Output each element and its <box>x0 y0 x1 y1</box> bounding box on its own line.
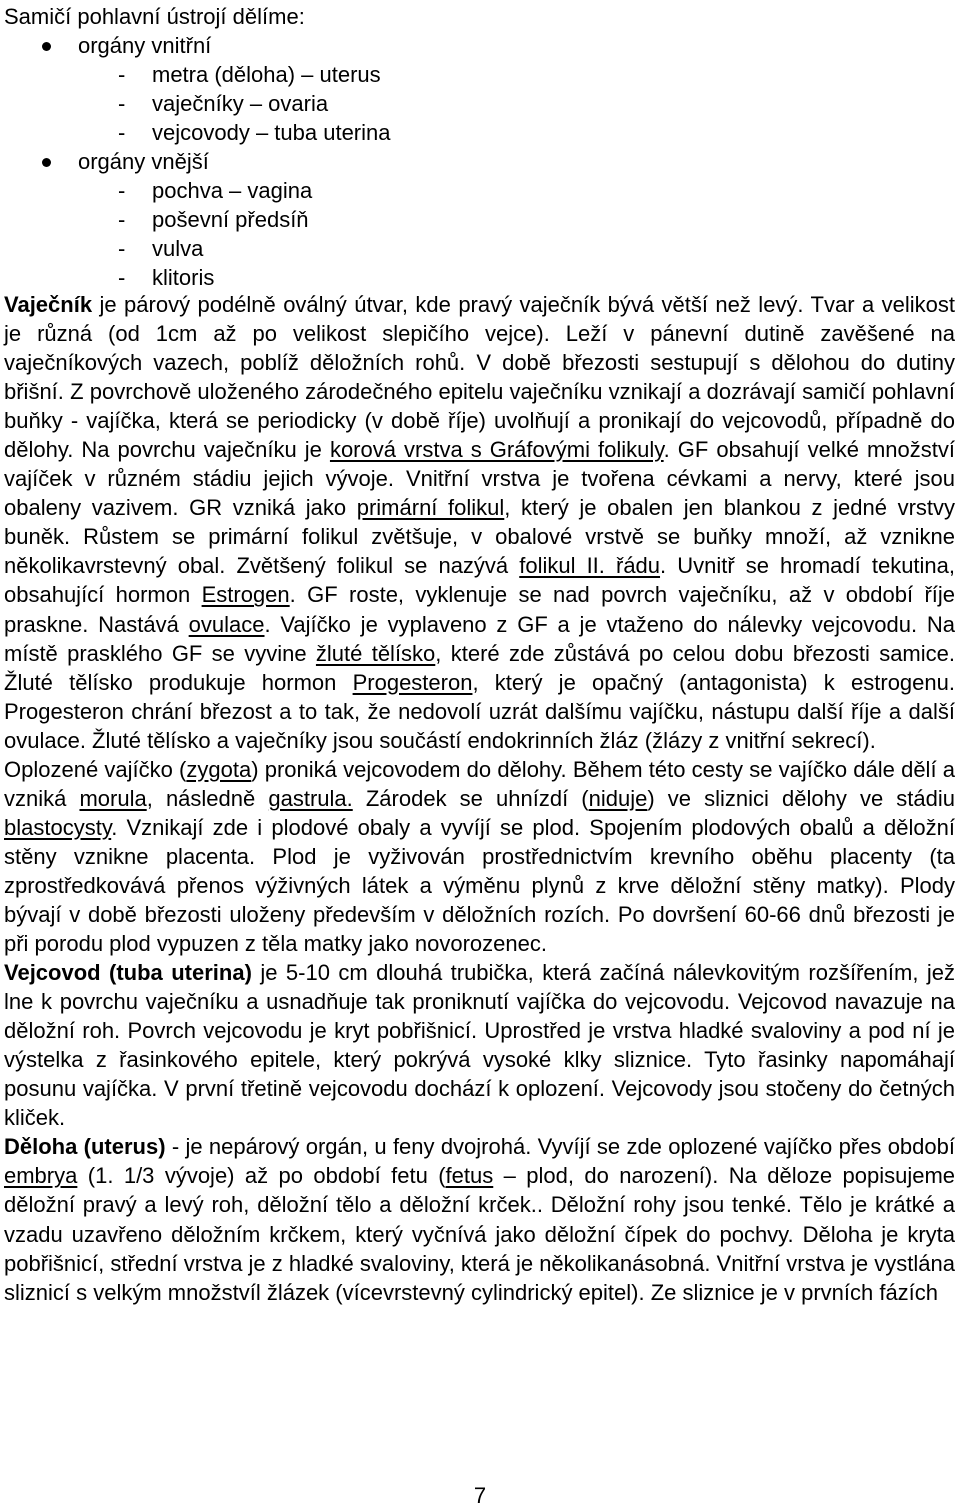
outline-item-label: vejcovody – tuba uterina <box>152 120 391 145</box>
organ-outline <box>4 31 934 292</box>
outline-group-label: orgány vnější <box>78 149 209 174</box>
text-run: – plod, do narození). Na děloze popisujeme děložní pravý a levý roh, děložní tělo a děložní krček.. Děložní rohy jsou tenké. Tělo je krátké a vzadu uzavřeno děložním krčkem, který vyčnívá jako děložní čípek do pochvy. Děloha je kryta pobřišnicí, střední vrstva je z hladké svaloviny, která je několikanásobná. Vnitřní vrstva je vystlána sliznicí s velkým množstvíl žlázek (vícevrstevný cylindrický epitel). Ze sliznice je v prvních fázích <box>4 1163 956 1305</box>
outline-item <box>4 89 934 118</box>
outline-item <box>4 176 934 205</box>
bold-term: Děloha (uterus) <box>4 1134 166 1160</box>
underlined-term: Progesteron <box>352 669 473 695</box>
outline-item-label: pochva – vagina <box>152 178 313 203</box>
outline-group <box>4 147 934 176</box>
text-run: , které zde zůstává po celou dobu březosti samice. Žluté tělísko produkuje hormon <box>4 640 955 695</box>
text-run: . GF obsahují velké množství vajíček v různém stádiu jejich vývoje. Vnitřní vrstva je tvořena cévkami a nervy, které jsou obaleny vazivem. GR vzniká jako <box>4 437 955 521</box>
heading: Samičí pohlavní ústrojí dělíme: <box>4 4 305 29</box>
underlined-term: fetus <box>445 1163 494 1189</box>
outline-item <box>4 205 934 234</box>
text-run: ) ve sliznici dělohy ve stádiu <box>647 785 955 811</box>
body-text <box>4 290 955 1307</box>
text-run: , který je obalen jen blankou z jedné vrstvy buněk. Růstem se primární folikul zvětšuje, v obalové vrstvě se buňky množí, až vznikne několikavrstevný obal. Zvětšený folikul se nazývá <box>4 495 956 579</box>
text-run: . Uvnitř se hromadí tekutina, obsahující hormon <box>4 553 956 608</box>
text-run: - je nepárový orgán, u feny dvojrohá. Vyvíjí se zde oplozené vajíčko přes období <box>165 1134 955 1160</box>
underlined-term: žluté tělísko <box>315 640 436 666</box>
underlined-term: primární folikul <box>356 495 505 521</box>
bullet-icon <box>42 42 51 51</box>
underlined-term: folikul II. řádu <box>519 553 661 579</box>
outline-item <box>4 60 934 89</box>
underlined-term: korová vrstva s Gráfovými folikuly <box>329 437 664 463</box>
text-run: ) proniká vejcovodem do dělohy. Během této cesty se vajíčko dále dělí a vzniká <box>4 756 955 811</box>
underlined-term: ovulace <box>188 611 265 637</box>
bullet-icon <box>42 158 51 167</box>
text-run: je párový podélně oválný útvar, kde pravý vaječník bývá větší než levý. Tvar a velikost je různá (od 1cm až po velikost slepičího vejce). Leží v pánevní dutině zavěšené na vaječníkových vazech, poblíž děložních rohů. V době březosti sestupují s dělohou do dutiny břišní. Z povrchově uloženého zárodečného epitelu vaječníku vznikají a dozrávají samičí pohlavní buňky - vajíčka, která se periodicky (v době říje) uvolňují a pronikají do vejcovodů, případně do dělohy. Na povrchu vaječníku je <box>4 292 955 463</box>
underlined-term: embrya <box>4 1163 78 1189</box>
text-run: Oplozené vajíčko ( <box>4 756 187 782</box>
outline-item-label: metra (děloha) – uterus <box>152 62 381 87</box>
underlined-term: Estrogen <box>201 582 290 608</box>
underlined-term: zygota <box>186 756 252 782</box>
page-number: 7 <box>473 1483 487 1508</box>
dash-marker: - <box>118 91 126 116</box>
paragraph <box>4 1132 955 1306</box>
paragraph <box>4 290 955 755</box>
outline-item <box>4 263 934 292</box>
text-run: (1. 1/3 vývoje) až po období fetu ( <box>77 1163 446 1189</box>
outline-group <box>4 31 934 60</box>
dash-marker: - <box>118 236 126 261</box>
dash-marker: - <box>118 265 126 290</box>
paragraph <box>4 958 955 1132</box>
outline-item-label: poševní předsíň <box>152 207 309 232</box>
dash-marker: - <box>118 120 126 145</box>
underlined-term: gastrula. <box>268 785 353 811</box>
dash-marker: - <box>118 178 126 203</box>
bold-term: Vejcovod (tuba uterina) <box>4 960 252 986</box>
underlined-term: blastocysty <box>4 814 112 840</box>
text-run: . Vajíčko je vyplaveno z GF a je vtaženo do nálevky vejcovodu. Na místě prasklého GF se vyvine <box>4 611 955 666</box>
text-run: Zárodek se uhnízdí ( <box>352 785 589 811</box>
dash-marker: - <box>118 207 126 232</box>
bold-term: Vaječník <box>4 292 93 317</box>
outline-item-label: vaječníky – ovaria <box>152 91 329 116</box>
outline-group-label: orgány vnitřní <box>78 33 212 58</box>
text-run: . GF roste, vyklenuje se nad povrch vaječníku, až v období říje praskne. Nastává <box>4 582 956 637</box>
underlined-term: niduje <box>588 785 648 811</box>
underlined-term: morula <box>79 785 147 811</box>
text-run: . Vznikají zde i plodové obaly a vyvíjí se plod. Spojením plodových obalů a děložní stěny vznikne placenta. Plod je vyživován prostřednictvím krevního oběhu placenty (ta zprostředkovává přenos výživných látek a výměnu plynů z krve děložní stěny matky). Plody bývají v době březosti uloženy především v děložních rozích. Po dovršení 60-66 dnů březosti je při porodu plod vypuzen z těla matky jako novorozenec. <box>4 814 955 957</box>
outline-item <box>4 234 934 263</box>
text-run: , který je opačný (antagonista) k estrogenu. Progesteron chrání březost a to tak, že nedovolí uzrát dalšímu vajíčku, nástupu další říje a další ovulace. Žluté tělísko a vaječníky jsou součástí endokrinních žláz (žlázy z vnitřní sekrecí). <box>4 669 955 753</box>
outline-item-label: vulva <box>152 236 204 261</box>
text-run: , následně <box>146 785 269 811</box>
outline-item <box>4 118 934 147</box>
dash-marker: - <box>118 62 126 87</box>
text-run: je 5-10 cm dlouhá trubička, která začíná nálevkovitým rozšířením, jež lne k povrchu vaječníku a usnadňuje tak proniknutí vajíčka do vejcovodu. Vejcovod navazuje na děložní roh. Povrch vejcovodu je kryt pobřišnicí. Uprostřed je vrstva hladké svaloviny a pod ní je výstelka z řasinkového epitele, který pokrývá vysoké klky sliznice. Tyto řasinky napomáhají posunu vajíčka. V první třetině vejcovodu dochází k oplození. Vejcovody jsou stočeny do četných kliček. <box>4 960 955 1131</box>
outline-item-label: klitoris <box>152 265 215 290</box>
paragraph <box>4 755 955 958</box>
